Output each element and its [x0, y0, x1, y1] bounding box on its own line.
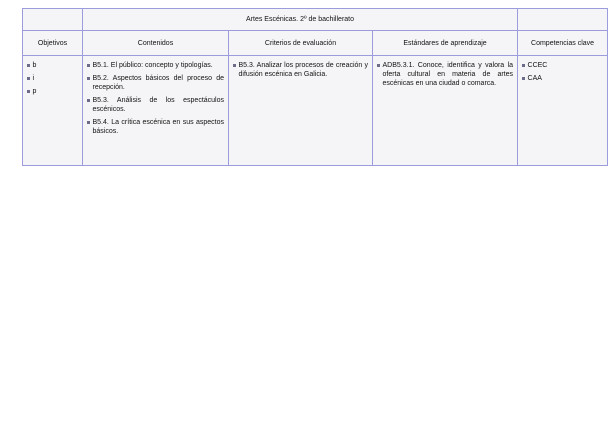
square-bullet-icon	[87, 64, 90, 67]
empty-corner-cell-right	[518, 9, 608, 31]
column-header-competencias: Competencias clave	[518, 31, 608, 56]
column-header-objetivos: Objetivos	[23, 31, 83, 56]
cell-estandares	[373, 56, 518, 166]
cell-objetivos	[23, 56, 83, 166]
list-item	[522, 74, 603, 83]
square-bullet-icon	[87, 99, 90, 102]
header-row	[23, 31, 608, 56]
table-title: Artes Escénicas. 2º de bachillerato	[83, 9, 518, 31]
cell-contenidos	[83, 56, 229, 166]
square-bullet-icon	[87, 121, 90, 124]
objetivo-label: i	[32, 75, 35, 82]
cell-criterios	[229, 56, 373, 166]
objetivo-label: b	[32, 62, 37, 69]
contenido-text: B5.1. El público: concepto y tipologías.	[92, 62, 213, 69]
list-item	[233, 61, 368, 79]
square-bullet-icon	[522, 64, 525, 67]
square-bullet-icon	[522, 77, 525, 80]
list-item	[377, 61, 513, 88]
contenido-text: B5.2. Aspectos básicos del proceso de recepción.	[92, 75, 224, 91]
curriculum-table	[22, 8, 608, 166]
contenido-text: B5.4. La crítica escénica en sus aspectos básicos.	[92, 119, 224, 135]
list-item	[87, 74, 224, 92]
list-item	[87, 61, 224, 70]
competencia-label: CCEC	[527, 62, 548, 69]
table-row	[23, 56, 608, 166]
contenido-text: B5.3. Análisis de los espectáculos escénicos.	[92, 97, 224, 113]
square-bullet-icon	[377, 64, 380, 67]
estandar-text: ADB5.3.1. Conoce, identifica y valora la oferta cultural en materia de artes escénicas en una ciudad o comarca.	[382, 62, 514, 87]
column-header-criterios: Criterios de evaluación	[229, 31, 373, 56]
title-row	[23, 9, 608, 31]
list-item	[87, 96, 224, 114]
square-bullet-icon	[27, 77, 30, 80]
list-item	[522, 61, 603, 70]
column-header-estandares: Estándares de aprendizaje	[373, 31, 518, 56]
criterio-text: B5.3. Analizar los procesos de creación y difusión escénica en Galicia.	[238, 62, 368, 78]
empty-corner-cell-left	[23, 9, 83, 31]
square-bullet-icon	[87, 77, 90, 80]
column-header-contenidos: Contenidos	[83, 31, 229, 56]
objetivo-label: p	[32, 88, 37, 95]
list-item	[87, 118, 224, 136]
list-item	[27, 87, 78, 96]
competencia-label: CAA	[527, 75, 542, 82]
cell-competencias	[518, 56, 608, 166]
square-bullet-icon	[27, 64, 30, 67]
list-item	[27, 61, 78, 70]
square-bullet-icon	[27, 90, 30, 93]
list-item	[27, 74, 78, 83]
square-bullet-icon	[233, 64, 236, 67]
